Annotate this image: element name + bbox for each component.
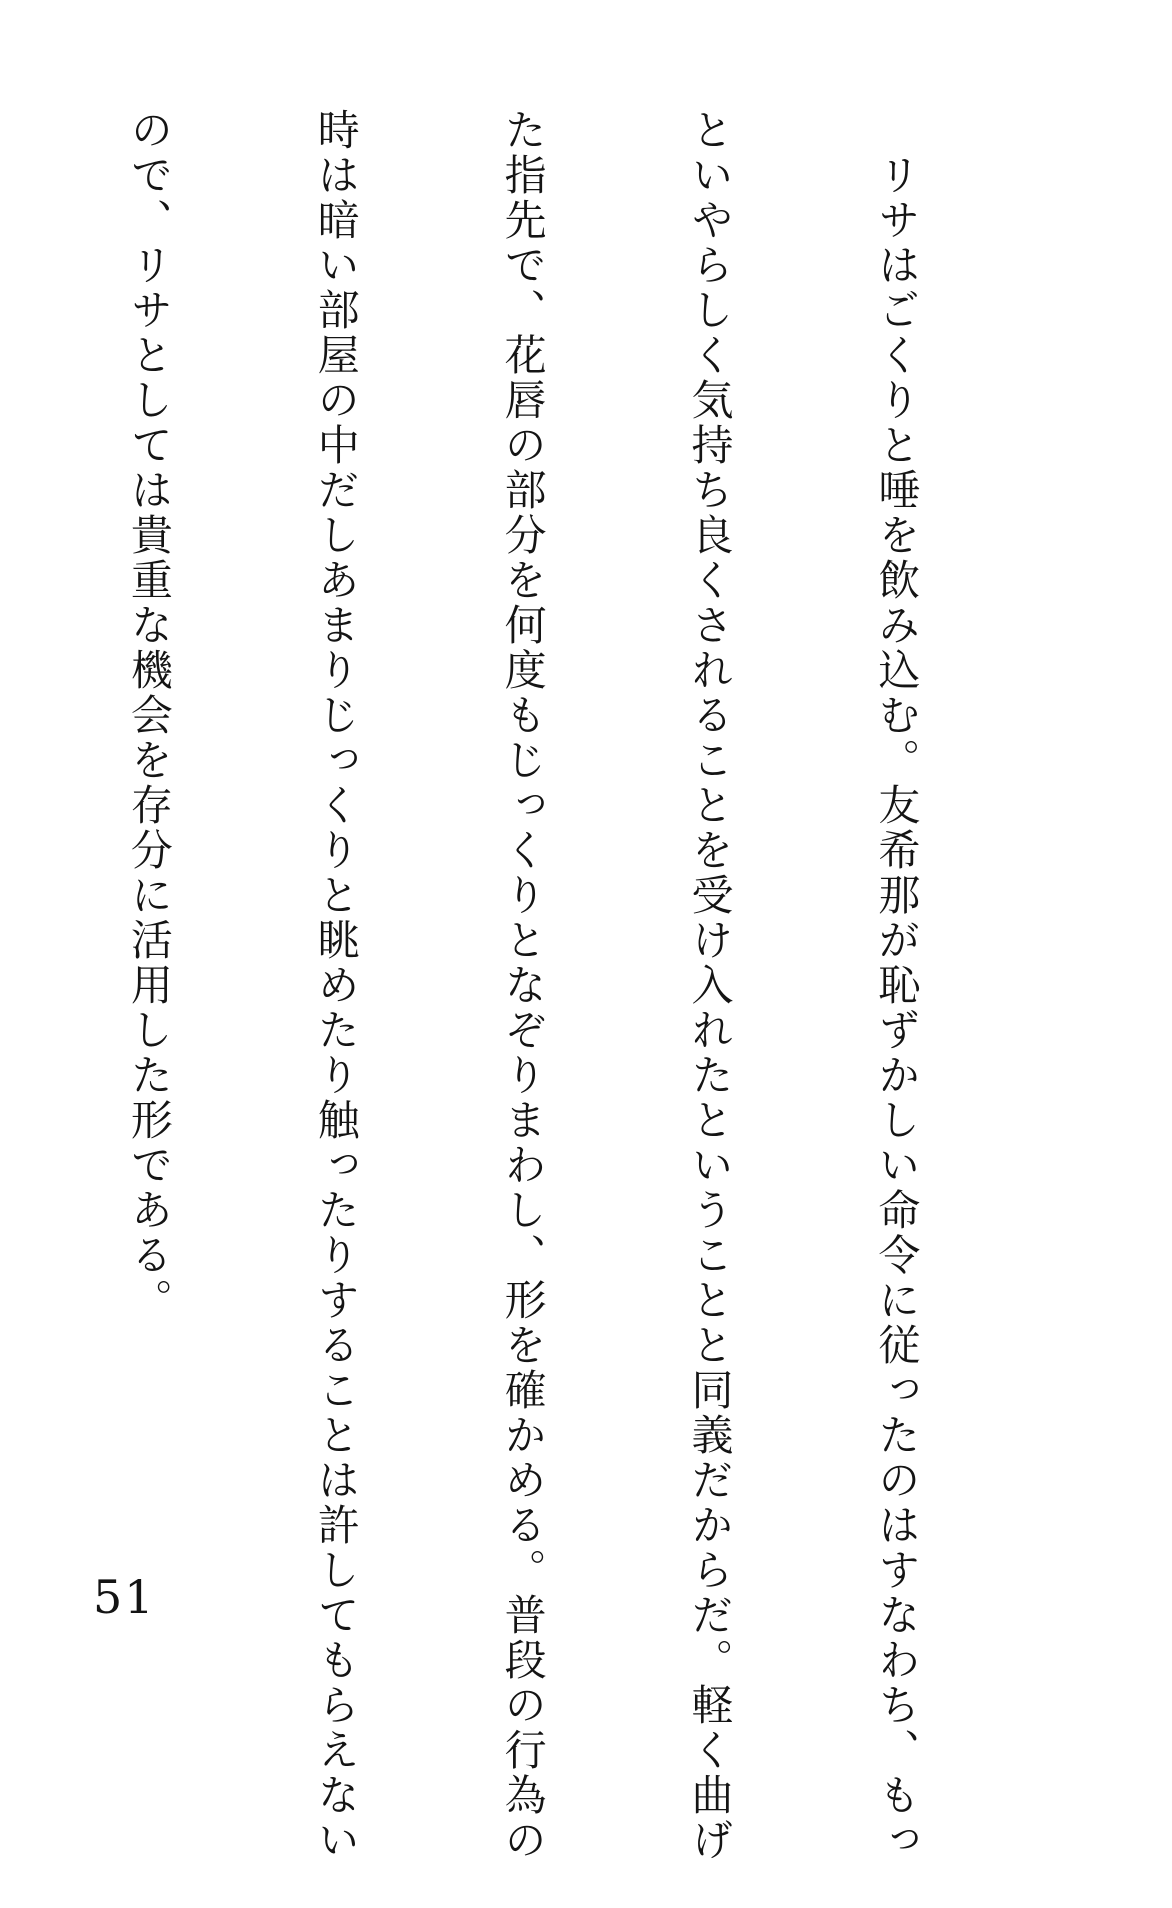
text-line: リサはごくりと唾を飲み込む。友希那が恥ずかしい命令に従ったのはすなわち、もっ <box>872 108 922 1863</box>
text-line: 時は暗い部屋の中だしあまりじっくりと眺めたり触ったりすることは許してもらえない <box>311 108 361 1863</box>
text-line: た指先で、花唇の部分を何度もじっくりとなぞりまわし、形を確かめる。普段の行為の <box>498 108 548 1863</box>
body-text <box>0 108 1052 1863</box>
text-line: といやらしく気持ち良くされることを受け入れたということと同義だからだ。軽く曲げ <box>685 108 735 1863</box>
page-number: 51 <box>93 1570 156 1624</box>
text-line: ので、リサとしては貴重な機会を存分に活用した形である。 <box>124 108 174 1323</box>
